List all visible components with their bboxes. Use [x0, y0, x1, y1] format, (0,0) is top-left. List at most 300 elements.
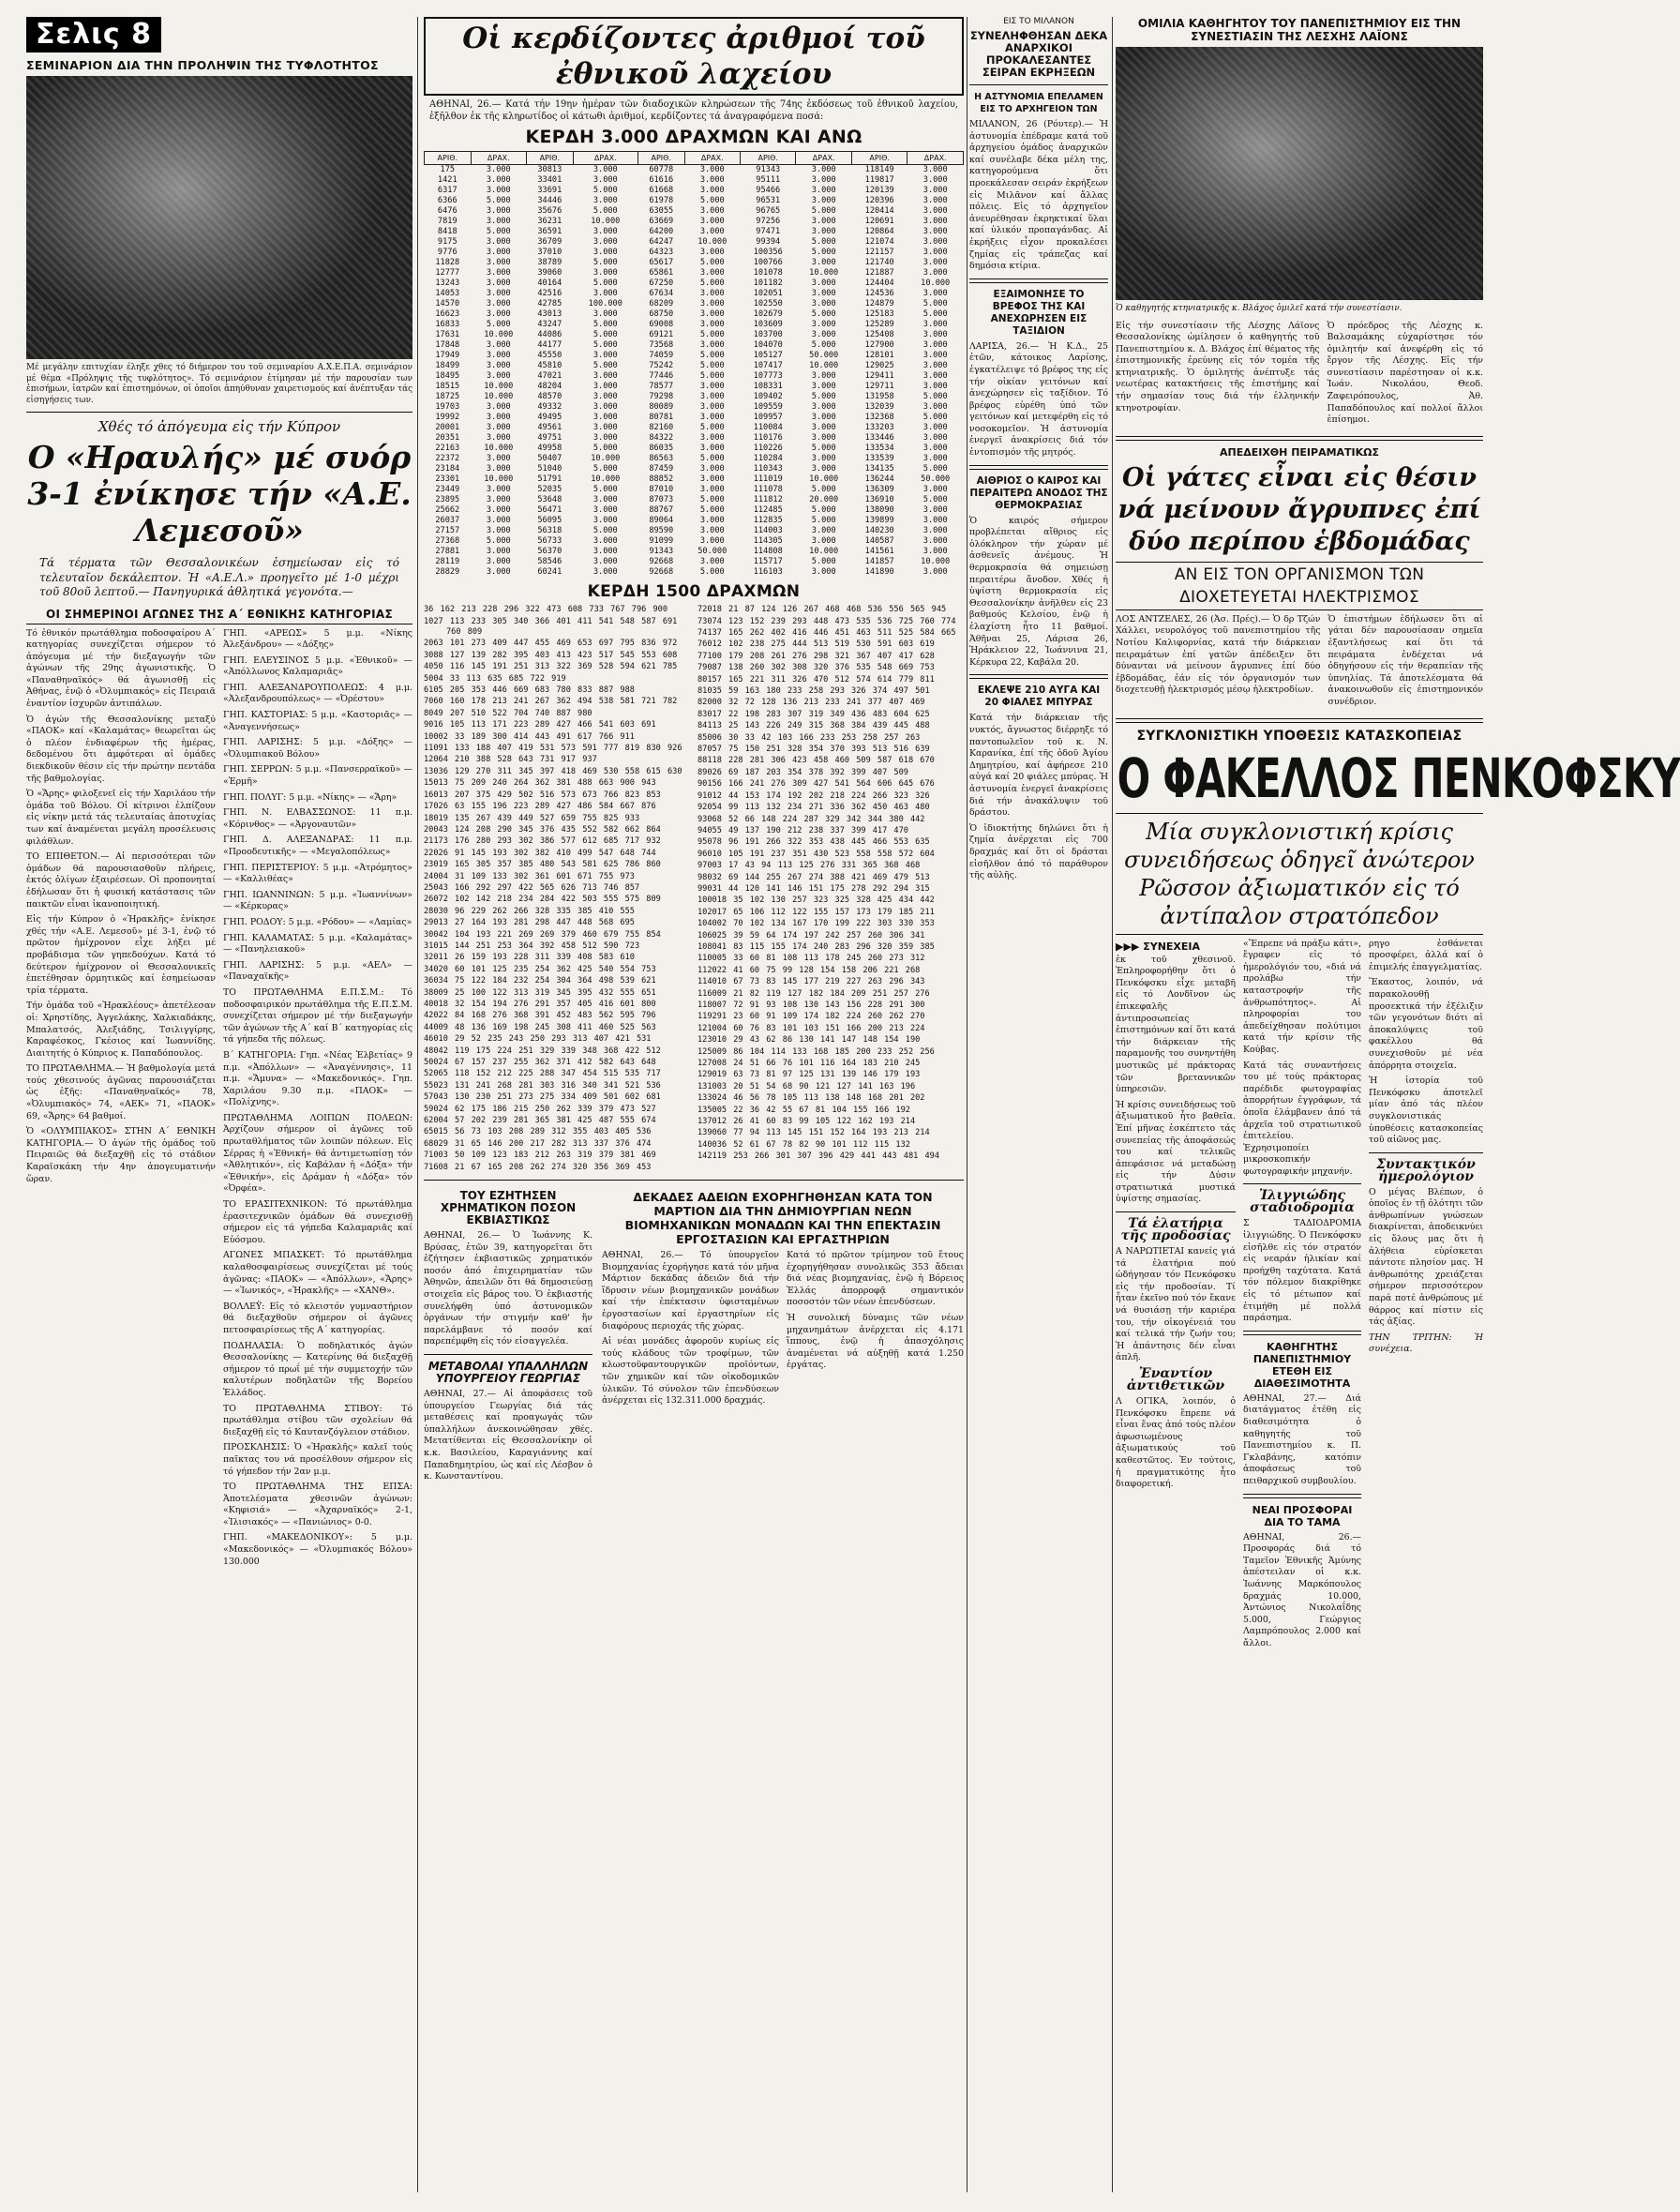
- table-cell: 3.000: [592, 351, 618, 361]
- number-list-line: 31015 144 251 253 364 392 458 512 590 723: [424, 940, 640, 951]
- table-cell: 56095: [537, 516, 562, 526]
- table-cell: 52035: [537, 485, 562, 495]
- number-list-line: 131003 20 51 54 68 90 121 127 141 163 196: [698, 1081, 916, 1091]
- number-list-line: 25043 166 292 297 422 565 626 713 746 857: [424, 882, 640, 893]
- divider: [969, 465, 1108, 470]
- table-cell: 3.000: [486, 495, 511, 505]
- table-cell: 115717: [753, 557, 783, 567]
- table-cell: 68209: [649, 299, 674, 309]
- table-cell: 141890: [864, 567, 894, 578]
- number-list-line: 81035 59 163 180 233 258 293 326 374 497 501: [698, 686, 930, 697]
- table-cell: 6366: [437, 196, 458, 206]
- divider: [969, 84, 1108, 85]
- table-cell: 3.000: [592, 402, 618, 413]
- sports-paragraph: ΓΗΠ. «ΜΑΚΕΔΟΝΙΚΟΥ»: 5 μ.μ. «Μακεδονικός» — «Ὀλυμπιακός Βόλου» 130.000: [223, 1532, 412, 1567]
- penkovsky-paragraph: Κατά τάς συναντήσεις του μέ τούς πράκτορας παρέδιδε φωτογραφίας ἀπορρήτων ἐγγράφων, τά ὁποῖα ἐλάμβανεν ἀπό τά ἀρχεῖα τοῦ στρατιωτικοῦ ἐπιτελείου. Ἐχρησιμοποίει μικροσκοπικήν φωτογραφικήν μηχανήν.: [1243, 1060, 1361, 1177]
- seminar-photo: [26, 76, 412, 359]
- number-list-line: 88118 228 281 306 423 458 460 509 587 618 670: [698, 756, 935, 766]
- table-cell: 17949: [435, 351, 460, 361]
- number-list-line: 71003 50 109 123 183 212 263 319 379 381 469: [424, 1151, 656, 1161]
- table-cell: 22372: [435, 454, 460, 464]
- table-row: [425, 175, 964, 186]
- table-row: [425, 299, 964, 309]
- number-list-line: 9016 105 113 171 223 289 427 466 541 603 691: [424, 720, 656, 730]
- number-list-line: 22026 91 145 193 302 382 410 499 547 648 744: [424, 848, 656, 858]
- table-cell: 3.000: [922, 248, 948, 258]
- table-cell: 5.000: [811, 392, 836, 402]
- table-cell: 56318: [537, 526, 562, 536]
- table-cell: 10.000: [484, 392, 514, 402]
- table-cell: 10.000: [921, 557, 951, 567]
- divider: [1369, 1152, 1483, 1153]
- table-cell: 133539: [864, 454, 894, 464]
- lecture-caption: Ὁ καθηγητής κτηνιατρικῆς κ. Βλάχος ὁμιλεῖ κατά τήν συνεστίασιν.: [1116, 304, 1402, 313]
- table-row: [425, 330, 964, 340]
- table-cell: 3.000: [486, 454, 511, 464]
- table-cell: 3.000: [486, 258, 511, 268]
- lottery-column: [424, 17, 964, 2202]
- table-cell: 3.000: [922, 454, 948, 464]
- table-cell: 19703: [435, 402, 460, 413]
- table-cell: 86563: [649, 454, 674, 464]
- table-cell: 111019: [753, 474, 783, 485]
- tuesday-note: ΤΗΝ ΤΡΙΤΗΝ: Ἡ συνέχεια.: [1369, 1332, 1483, 1355]
- table-cell: 3.000: [811, 382, 836, 392]
- table-cell: 3.000: [922, 206, 948, 217]
- number-list-line: 30042 104 193 221 269 269 379 460 679 755 854: [424, 929, 661, 940]
- table-cell: 141561: [864, 547, 894, 557]
- divider: [424, 1354, 592, 1355]
- table-cell: 5.000: [811, 505, 836, 516]
- divider: [1243, 1331, 1361, 1335]
- table-cell: 3.000: [699, 340, 725, 351]
- table-cell: 10.000: [484, 330, 514, 340]
- table-header-cell: ΑΡΙΘ.: [425, 152, 472, 165]
- table-cell: 3.000: [486, 485, 511, 495]
- table-cell: 5.000: [811, 309, 836, 320]
- table-cell: 3.000: [486, 268, 511, 278]
- table-cell: 5.000: [699, 567, 725, 578]
- number-list-line: 87057 75 150 251 328 354 370 393 513 516 639: [698, 745, 930, 755]
- eggs-title: ΕΚΛΕΨΕ 210 ΑΥΓΑ ΚΑΙ 20 ΦΙΑΛΕΣ ΜΠΥΡΑΣ: [977, 685, 1101, 709]
- table-cell: 42785: [537, 299, 562, 309]
- table-cell: 50407: [537, 454, 562, 464]
- table-cell: 61978: [649, 196, 674, 206]
- number-list-line: 59024 62 175 186 215 250 262 339 379 473 527: [424, 1104, 656, 1114]
- table-cell: 97471: [756, 227, 781, 237]
- table-cell: 3.000: [811, 413, 836, 423]
- table-cell: 19992: [435, 413, 460, 423]
- number-list-line: 77100 179 208 261 276 298 321 367 407 417 628: [698, 651, 935, 661]
- industry-paragraph: Αἱ νέαι μονάδες ἀφοροῦν κυρίως εἰς τούς κλάδους τῶν τροφίμων, τῶν κλωστοϋφαντουργικῶν προϊόντων, τῶν χημικῶν καί τῶν οἰκοδομικῶν ὑλικῶν. Τό σύνολον τῶν ἐπενδύσεων ἀνέρχεται εἰς 132.311.000 δραχμάς.: [602, 1336, 779, 1407]
- number-list-line: 17026 63 155 196 223 289 427 486 584 667 876: [424, 802, 656, 812]
- stadium-title: Ἰλιγγιώδης σταδιοδρομία: [1250, 1188, 1355, 1216]
- cyprus-headline: Ο «Ηραυλής» μέ συόρ 3-1 ἐνίκησε τήν «Α.Ε. Λεμεσοῦ»: [27, 439, 412, 549]
- table-cell: 3.000: [922, 340, 948, 351]
- list-1500-left: [424, 605, 690, 1174]
- table-cell: 120691: [864, 217, 894, 227]
- table-cell: 43013: [537, 309, 562, 320]
- number-list-line: 7060 160 178 213 241 267 362 494 538 581 721 782: [424, 697, 678, 707]
- ministry-text: ΑΘΗΝΑΙ, 27.— Αἱ ἀποφάσεις τοῦ ὑπουργείου Γεωργίας διά τάς μεταθέσεις καί προαγωγάς τῶν ὑπαλλήλων ἀνεκοινώθησαν χθές. Μετατίθενται εἰς Θεσσαλονίκην οἱ κ.κ. Βασιλείου, Καραγιάννης καί Παπαδημητρίου, ὡς καί εἰς Λέσβον ὁ κ. Κωνσταντίνου.: [424, 1389, 592, 1482]
- game-line: ΓΗΠ. ΡΟΔΟΥ: 5 μ.μ. «Ρόδου» — «Λαμίας»: [223, 916, 412, 927]
- table-cell: 121074: [864, 237, 894, 248]
- table-cell: 114003: [753, 526, 783, 536]
- number-list-line: 91012 44 153 174 192 202 218 224 266 323 326: [698, 790, 930, 801]
- table-cell: 27881: [435, 547, 460, 557]
- table-cell: 47021: [537, 371, 562, 382]
- table-cell: 10.000: [698, 237, 728, 248]
- table-cell: 17848: [435, 340, 460, 351]
- number-list-line: 83017 22 198 283 307 319 349 436 483 604 625: [698, 709, 930, 719]
- table-cell: 36591: [537, 227, 562, 237]
- table-row: [425, 165, 964, 176]
- game-line: ΓΗΠ. Δ. ΑΛΕΞΑΝΔΡΑΣ: 11 π.μ. «Προοδευτικῆς» — «Μεγαλοπόλεως»: [223, 835, 412, 857]
- table-cell: 49561: [537, 423, 562, 433]
- table-row: [425, 536, 964, 547]
- table-cell: 92668: [649, 567, 674, 578]
- table-cell: 3.000: [486, 289, 511, 299]
- table-header-cell: ΔΡΑΧ.: [471, 152, 526, 165]
- table-cell: 3.000: [922, 444, 948, 454]
- lottery-bottom-articles: [424, 1186, 964, 1487]
- table-row: [425, 444, 964, 454]
- number-list-line: 92054 99 113 132 234 271 336 362 450 463 480: [698, 803, 930, 813]
- industry-paragraph: Κατά τό πρῶτον τρίμηνον τοῦ ἔτους ἐχορηγήθησαν συνολικῶς 353 ἄδειαι διά νέας βιομηχανίας, ἐνῷ ἡ Βόρειος Ἑλλάς ἀπορροφᾷ σημαντικόν ποσοστόν τῶν νέων ἐπενδύσεων.: [787, 1250, 964, 1308]
- table-cell: 125183: [864, 309, 894, 320]
- table-cell: 10.000: [809, 547, 839, 557]
- game-line: ΓΗΠ. ΑΛΕΞΑΝΔΡΟΥΠΟΛΕΩΣ: 4 μ.μ. «Ἀλεξανδρουπόλεως» — «Ὀρέστου»: [223, 682, 412, 705]
- table-cell: 110084: [753, 423, 783, 433]
- number-list-line: 8049 207 510 522 704 740 887 980: [424, 708, 592, 718]
- table-cell: 3.000: [699, 402, 725, 413]
- table-cell: 5.000: [922, 464, 948, 474]
- arrows-icon: ▶▶▶: [1116, 940, 1140, 953]
- table-header-cell: ΑΡΙΘ.: [851, 152, 907, 165]
- table-cell: 125289: [864, 320, 894, 330]
- table-cell: 80781: [649, 413, 674, 423]
- table-row: [425, 289, 964, 299]
- milan-kicker: ΕΙΣ ΤΟ ΜΙΛΑΝΟΝ: [1003, 17, 1074, 26]
- divider: [969, 674, 1108, 679]
- penkovsky-kicker: ΣΥΓΚΛΟΝΙΣΤΙΚΗ ΥΠΟΘΕΣΙΣ ΚΑΤΑΣΚΟΠΕΙΑΣ: [1136, 728, 1462, 744]
- number-list-line: 3088 127 139 282 395 403 413 423 517 545 553 608: [424, 650, 678, 660]
- table-cell: 28119: [435, 557, 460, 567]
- table-cell: 56370: [537, 547, 562, 557]
- table-cell: 34446: [537, 196, 562, 206]
- table-header-cell: ΔΡΑΧ.: [796, 152, 851, 165]
- table-row: [425, 516, 964, 526]
- table-cell: 95111: [756, 175, 781, 186]
- table-cell: 84322: [649, 433, 674, 444]
- divider: [424, 1180, 964, 1181]
- table-cell: 7819: [437, 217, 458, 227]
- table-cell: 100766: [753, 258, 783, 268]
- table-cell: 43247: [537, 320, 562, 330]
- table-cell: 3.000: [922, 382, 948, 392]
- number-list-line: 125009 86 104 114 133 168 185 200 233 252 256: [698, 1046, 935, 1057]
- number-list-line: 48042 119 175 224 251 329 339 348 368 422 512: [424, 1046, 661, 1056]
- table-cell: 3.000: [486, 557, 511, 567]
- sports-paragraph: ΠΟΔΗΛΑΣΙΑ: Ὁ ποδηλατικός ἀγών Θεσσαλονίκης — Κατερίνης θά διεξαχθῇ σήμερον τό πρωΐ μέ τήν συμμετοχήν τῶν καλυτέρων ποδηλατῶν τῆς Βορείου Ἑλλάδος.: [223, 1340, 412, 1398]
- table-cell: 39060: [537, 268, 562, 278]
- table-cell: 3.000: [922, 516, 948, 526]
- table-cell: 112485: [753, 505, 783, 516]
- table-cell: 5.000: [592, 258, 618, 268]
- table-cell: 3.000: [811, 454, 836, 464]
- table-cell: 23449: [435, 485, 460, 495]
- number-list-line: 12064 210 388 528 643 731 917 937: [424, 755, 597, 765]
- table-cell: 132368: [864, 413, 894, 423]
- table-cell: 3.000: [592, 413, 618, 423]
- lottery-intro: ΑΘΗΝΑΙ, 26.— Κατά τήν 19ην ἡμέραν τῶν διαδοχικῶν κληρώσεων τῆς 74ης ἐκδόσεως τοῦ ἐθνικοῦ λαχείου, ἐξῆλθον ἐκ τῆς κληρωτίδος οἱ κάτωθι ἀριθμοί, κερδίζοντες τά ἀναγραφόμενα ποσά:: [429, 99, 958, 122]
- table-cell: 77446: [649, 371, 674, 382]
- table-row: [425, 495, 964, 505]
- number-list-line: 36 162 213 228 296 322 473 608 733 767 796 900: [424, 605, 668, 615]
- table-cell: 136309: [864, 485, 894, 495]
- table-cell: 3.000: [592, 227, 618, 237]
- table-cell: 5.000: [486, 320, 511, 330]
- table-cell: 3.000: [486, 278, 511, 289]
- table-row: [425, 547, 964, 557]
- ministry-title: ΜΕΤΑΒΟΛΑΙ ΥΠΑΛΛΗΛΩΝ ΥΠΟΥΡΓΕΙΟΥ ΓΕΩΡΓΙΑΣ: [428, 1360, 589, 1386]
- table-cell: 3.000: [592, 433, 618, 444]
- table-cell: 20351: [435, 433, 460, 444]
- table-cell: 138090: [864, 505, 894, 516]
- table-cell: 44086: [537, 330, 562, 340]
- table-cell: 3.000: [592, 495, 618, 505]
- table-cell: 5.000: [811, 248, 836, 258]
- table-cell: 3.000: [486, 547, 511, 557]
- table-cell: 3.000: [699, 206, 725, 217]
- table-cell: 68750: [649, 309, 674, 320]
- table-cell: 10.000: [591, 454, 621, 464]
- table-cell: 88852: [649, 474, 674, 485]
- lecture-photo: [1116, 47, 1483, 300]
- table-cell: 107417: [753, 361, 783, 371]
- number-list-line: 85006 30 33 42 103 166 233 253 258 257 263: [698, 732, 921, 743]
- table-cell: 75242: [649, 361, 674, 371]
- table-cell: 96531: [756, 196, 781, 206]
- table-cell: 6476: [437, 206, 458, 217]
- table-cell: 140230: [864, 526, 894, 536]
- table-cell: 42516: [537, 289, 562, 299]
- lottery-table: [424, 151, 964, 578]
- table-cell: 5.000: [592, 340, 618, 351]
- table-cell: 3.000: [592, 536, 618, 547]
- table-cell: 3.000: [592, 175, 618, 186]
- table-row: [425, 526, 964, 536]
- table-cell: 60241: [537, 567, 562, 578]
- number-list-line: 104002 70 102 134 167 170 199 222 303 330 353: [698, 919, 935, 929]
- table-cell: 73568: [649, 340, 674, 351]
- sports-paragraph: Ὁ ἀγών τῆς Θεσσαλονίκης μεταξύ «ΠΑΟΚ» καί «Καλαμάτας» θεωρεῖται ὡς ὁ πλέον ἐνδιαφέρων τῆς ἡμέρας, δεδομένου ὅτι ἀμφότεραι αἱ ὁμάδες διεκδικοῦν θέσιν εἰς τήν πρώτην πεντάδα τῆς βαθμολογίας.: [26, 714, 216, 784]
- table-cell: 48570: [537, 392, 562, 402]
- lottery-title: Οἱ κερδίζοντες ἀριθμοί τοῦ ἐθνικοῦ λαχείου: [462, 22, 925, 91]
- table-cell: 3.000: [592, 237, 618, 248]
- table-cell: 3.000: [811, 330, 836, 340]
- number-list-line: 13036 129 270 311 345 397 418 469 530 558 615 630: [424, 766, 682, 776]
- table-cell: 69008: [649, 320, 674, 330]
- table-cell: 63055: [649, 206, 674, 217]
- table-cell: 5.000: [922, 495, 948, 505]
- briefs-column: [969, 17, 1108, 2202]
- table-cell: 3.000: [811, 402, 836, 413]
- number-list-line: 119291 23 60 91 109 174 182 224 260 262 270: [698, 1012, 925, 1022]
- number-list-line: 34020 60 101 125 235 254 362 425 540 554 753: [424, 964, 656, 974]
- divider: [1116, 1211, 1236, 1212]
- number-list-line: 84113 25 143 226 249 315 368 384 439 445 488: [698, 721, 930, 731]
- table-cell: 110284: [753, 454, 783, 464]
- table-cell: 101078: [753, 268, 783, 278]
- table-cell: 103609: [753, 320, 783, 330]
- table-cell: 35676: [537, 206, 562, 217]
- table-cell: 3.000: [699, 485, 725, 495]
- table-cell: 5.000: [592, 186, 618, 196]
- table-cell: 3.000: [699, 186, 725, 196]
- table-cell: 124879: [864, 299, 894, 309]
- number-list-line: 73074 123 152 239 293 448 473 535 536 725 760 774: [698, 616, 956, 626]
- eggs-text: Κατά τήν διάρκειαν τῆς νυκτός, ἄγνωστος διέρρηξε τό παντοπωλεῖον τοῦ κ. Ν. Καρανίκα, ἐπί τῆς ὁδοῦ Ἀγίου Δημητρίου, καί ἀφήρεσε 210 αὐγά καί 20 φιάλες μπύρας. Ἡ ἀστυνομία ἐνεργεῖ ἀνακρίσεις διά τήν ἀνακάλυψιν τοῦ δράστου.: [969, 713, 1108, 819]
- table-cell: 3.000: [486, 175, 511, 186]
- sports-paragraph: ΠΡΟΣΚΛΗΣΙΣ: Ὁ «Ἡρακλῆς» καλεῖ τούς παῖκτας του νά προσέλθουν σήμερον εἰς τό γήπεδον τήν 2αν μ.μ.: [223, 1442, 412, 1477]
- table-cell: 3.000: [592, 557, 618, 567]
- table-cell: 6317: [437, 186, 458, 196]
- table-cell: 114808: [753, 547, 783, 557]
- table-cell: 134135: [864, 464, 894, 474]
- table-cell: 3.000: [486, 516, 511, 526]
- table-cell: 5.000: [592, 464, 618, 474]
- table-cell: 3.000: [486, 402, 511, 413]
- offers-text: ΑΘΗΝΑΙ, 26.— Προσφοράς διά τό Ταμεῖον Ἐθνικῆς Ἀμύνης ἀπέστειλαν οἱ κ.κ. Ἰωάννης Μαρκόπουλος δραχμάς 10.000, Ἀντώνιος Νικολαΐδης 5.000, Γεώργιος Λαμπρόπουλος 2.000 καί ἄλλοι.: [1243, 1531, 1361, 1648]
- table-cell: 127900: [864, 340, 894, 351]
- table-cell: 5.000: [592, 526, 618, 536]
- number-list-line: 79087 138 260 302 308 320 376 535 548 669 753: [698, 663, 935, 673]
- table-cell: 48204: [537, 382, 562, 392]
- table-cell: 3.000: [922, 402, 948, 413]
- number-list-line: 65015 56 73 103 208 289 312 355 403 405 536: [424, 1127, 652, 1137]
- table-cell: 45550: [537, 351, 562, 361]
- number-list-line: 121004 60 76 83 101 103 151 166 200 213 224: [698, 1023, 925, 1033]
- table-cell: 30813: [537, 165, 562, 175]
- table-cell: 10.000: [484, 474, 514, 485]
- table-cell: 5.000: [699, 371, 725, 382]
- number-list-line: 108041 83 115 155 174 240 283 296 320 359 385: [698, 941, 935, 952]
- table-cell: 3.000: [699, 382, 725, 392]
- lecture-paragraph: Εἰς τήν συνεστίασιν τῆς Λέσχης Λάϊονς Θεσσαλονίκης ὡμίλησεν ὁ καθηγητής τοῦ Πανεπιστημίου κ. Δ. Βλάχος ἐπί θέματος τῆς ἐπιστημονικῆς ἐρεύνης εἰς τόν τομέα τῆς κτηνιατρικῆς. Ὁ ὁμιλητής ἀνέπτυξε τάς νεωτέρας κατακτήσεις τῆς ἐπιστήμης καί τήν σημασίαν τους διά τήν ἑλληνικήν κτηνοτροφίαν.: [1116, 320, 1320, 414]
- penkovsky-paragraph: Ἡ κρίσις συνειδήσεως τοῦ ἀξιωματικοῦ ἦτο βαθεῖα. Ἐπί μῆνας ἐσκέπτετο τάς συνεπείας τῆς ἀποφάσεώς του καί τελικῶς ἀπεφάσισε νά μεταδώσῃ εἰς τήν Δύσιν στρατιωτικά μυστικά ὑψίστης σημασίας.: [1116, 1099, 1236, 1205]
- table-cell: 109402: [753, 392, 783, 402]
- table-cell: 112835: [753, 516, 783, 526]
- number-list-line: 110005 33 60 81 108 113 178 245 260 273 312: [698, 954, 925, 964]
- eggs-text-2: Ὁ ἰδιοκτήτης δηλώνει ὅτι ἡ ζημία ἀνέρχεται εἰς 700 δραχμάς καί ὅτι οἱ δράσται εἰσῆλθον ἀπό τό παράθυρον τῆς αὐλῆς.: [969, 822, 1108, 881]
- number-list-line: 1027 113 233 305 340 366 401 411 541 548 587 691 760 809: [424, 616, 678, 637]
- sports-paragraph: Τό ἐθνικόν πρωτάθλημα ποδοσφαίρου Α΄ κατηγορίας συνεχίζεται σήμερον τό ἀπόγευμα μέ τήν διεξαγωγήν τῶν ἀγώνων τῆς 29ης ἀγωνιστικῆς. Ὁ «Παναθηναϊκός» θά ἀγωνισθῇ εἰς Ἀθήνας, ἐνῷ ὁ «Ὀλυμπιακός» εἰς Πειραιᾶ ἐναντίον ἰσχυρῶν ἀντιπάλων.: [26, 627, 216, 710]
- divider: [969, 278, 1108, 283]
- table-cell: 63669: [649, 217, 674, 227]
- table-cell: 120864: [864, 227, 894, 237]
- table-row: [425, 268, 964, 278]
- table-cell: 23895: [435, 495, 460, 505]
- table-cell: 3.000: [811, 175, 836, 186]
- baby-title: ΕΞΑΙΜΟΝΗΣΕ ΤΟ ΒΡΕΦΟΣ ΤΗΣ ΚΑΙ ΑΝΕΧΩΡΗΣΕΝ ΕΙΣ ΤΑΞΙΔΙΟΝ: [990, 288, 1088, 337]
- table-header-cell: ΔΡΑΧ.: [684, 152, 740, 165]
- industry-paragraph: Ἡ συνολική δύναμις τῶν νέων μηχανημάτων ἀνέρχεται εἰς 4.171 ἵππους, ἐνῷ ἡ ἀπασχόλησις ἀναμένεται νά αὐξηθῇ κατά 1.250 ἐργάτας.: [787, 1313, 964, 1371]
- table-cell: 69121: [649, 330, 674, 340]
- table-cell: 3.000: [486, 340, 511, 351]
- sports-paragraph: Ὁ «ΟΛΥΜΠΙΑΚΟΣ» ΣΤΗΝ Α΄ ΕΘΝΙΚΗ ΚΑΤΗΓΟΡΙΑ.— Ὁ ἀγών τῆς ὁμάδος τοῦ Πειραιῶς θά διεξαχθῇ εἰς τό στάδιον Καραϊσκάκη τήν 4ην ἀπογευματινήν ὥραν.: [26, 1126, 216, 1184]
- number-list-line: 89026 69 187 203 354 378 392 399 407 509: [698, 767, 908, 777]
- table-cell: 133203: [864, 423, 894, 433]
- game-line: ΓΗΠ. ΣΕΡΡΩΝ: 5 μ.μ. «Πανσερραϊκοῦ» — «Ἑρμῆ»: [223, 764, 412, 788]
- table-cell: 3.000: [486, 423, 511, 433]
- table-cell: 3.000: [699, 175, 725, 186]
- table-cell: 56733: [537, 536, 562, 547]
- table-cell: 3.000: [922, 320, 948, 330]
- number-list-line: 20043 124 208 290 345 376 435 552 582 662 864: [424, 824, 661, 835]
- table-cell: 103700: [753, 330, 783, 340]
- table-cell: 120396: [864, 196, 894, 206]
- number-list-line: 133024 46 56 78 105 113 138 148 168 201 202: [698, 1093, 925, 1104]
- table-cell: 3.000: [922, 485, 948, 495]
- table-cell: 3.000: [699, 217, 725, 227]
- table-cell: 3.000: [592, 309, 618, 320]
- table-cell: 10.000: [809, 361, 839, 371]
- game-line: ΓΗΠ. ΕΛΕΥΣΙΝΟΣ 5 μ.μ. «Ἐθνικοῦ» — «Ἀπόλλωνος Καλαμαριᾶς»: [223, 655, 412, 678]
- table-cell: 124404: [864, 278, 894, 289]
- table-cell: 3.000: [922, 361, 948, 371]
- table-cell: 3.000: [811, 371, 836, 382]
- table-row: [425, 248, 964, 258]
- table-cell: 91099: [649, 536, 674, 547]
- continued-text: ΣΥΝΕΧΕΙΑ: [1143, 940, 1201, 953]
- column-rule: [417, 17, 418, 2192]
- table-cell: 18725: [435, 392, 460, 402]
- table-cell: 3.000: [811, 289, 836, 299]
- table-cell: 3.000: [486, 567, 511, 578]
- penkovsky-paragraph: Ἕκαστος, λοιπόν, νά παρακολουθῇ προσεκτικά τήν ἐξέλιξιν τῶν γεγονότων διότι αἱ ἀποκαλύψεις τοῦ φακέλλου θά συνεχισθοῦν μέ νέα ἀπόρρητα στοιχεῖα.: [1369, 977, 1483, 1071]
- table-cell: 5.000: [699, 330, 725, 340]
- table-cell: 5.000: [592, 361, 618, 371]
- game-line: ΓΗΠ. ΚΑΛΑΜΑΤΑΣ: 5 μ.μ. «Καλαμάτας» — «Πανηλειακοῦ»: [223, 932, 412, 956]
- table-cell: 120139: [864, 186, 894, 196]
- sports-paragraph: ΤΟ ΕΡΑΣΙΤΕΧΝΙΚΟΝ: Τό πρωτάθλημα ἐρασιτεχνικῶν ὁμάδων θά συνεχισθῇ σήμερον εἰς τά γήπεδα Καλαμαριᾶς καί Εὐόσμου.: [223, 1199, 412, 1245]
- table-cell: 96765: [756, 206, 781, 217]
- table-cell: 3.000: [922, 186, 948, 196]
- table-cell: 5.000: [486, 227, 511, 237]
- table-cell: 3.000: [592, 392, 618, 402]
- table-cell: 5.000: [486, 196, 511, 206]
- number-list-line: 62004 57 202 239 281 365 381 425 487 555 674: [424, 1116, 656, 1126]
- table-row: [425, 433, 964, 444]
- extortion-text: ΑΘΗΝΑΙ, 26.— Ὁ Ἰωάννης Κ. Βρύσας, ἐτῶν 39, κατηγορεῖται ὅτι ἐζήτησεν ἐκβιαστικῶς χρηματικόν ποσόν ἀπό ἐπιχειρηματίαν τῶν Ἀθηνῶν, ἀπειλῶν ὅτι θά δημοσιεύσῃ στοιχεῖα εἰς βάρος του. Ὁ ἐκβιαστής συνελήφθη ὑπό ἀστυνομικῶν ὀργάνων τήν στιγμήν καθ' ἥν παρελάμβανε τό ποσόν καί παρεπέμφθη εἰς τόν εἰσαγγελέα.: [424, 1230, 592, 1347]
- table-row: [425, 371, 964, 382]
- opposite-text: Λ ΟΓΙΚΑ, λοιπόν, ὁ Πενκόφσκυ ἔπρεπε νά εἶναι ἕνας ἀπό τούς πλέον ἀφωσιωμένους ἀξιωματικούς τοῦ καθεστῶτος. Ἐν τούτοις, ἡ πραγματικότης ἦτο διαφορετική.: [1116, 1396, 1236, 1490]
- game-line: ΓΗΠ. ΙΩΑΝΝΙΝΩΝ: 5 μ.μ. «Ἰωαννίνων» — «Κέρκυρας»: [223, 889, 412, 912]
- milan-text: ΜΙΛΑΝΟΝ, 26 (Ρόυτερ).— Ἡ ἀστυνομία ἐπέδραμε κατά τοῦ ἀρχηγείου ὁμάδος ἀναρχικῶν καί συνέλαβε δέκα μέλη της, κατηγορούμενα ὅτι προεκάλεσαν σειράν ἐκρήξεων εἰς Μιλᾶνον καί ἄλλας πόλεις. Εἰς τό ἀρχηγεῖον ἀνευρέθησαν ἐκρηκτικαί ὕλαι καί ὑλικόν προπαγάνδας. Αἱ ἐκρήξεις εἶχον προκαλέσει ζημίας εἰς τράπεζας καί δημόσια κτίρια.: [969, 119, 1108, 272]
- table-cell: 9776: [437, 248, 458, 258]
- table-cell: 89590: [649, 526, 674, 536]
- table-row: [425, 402, 964, 413]
- number-list-line: 44009 48 136 169 198 245 308 411 460 525 563: [424, 1022, 656, 1032]
- number-list-line: 98032 69 144 255 267 274 388 421 469 479 513: [698, 872, 930, 882]
- table-cell: 37010: [537, 248, 562, 258]
- table-row: [425, 485, 964, 495]
- table-cell: 79298: [649, 392, 674, 402]
- table-cell: 116103: [753, 567, 783, 578]
- sports-body: [26, 628, 412, 1572]
- table-cell: 91343: [756, 165, 781, 175]
